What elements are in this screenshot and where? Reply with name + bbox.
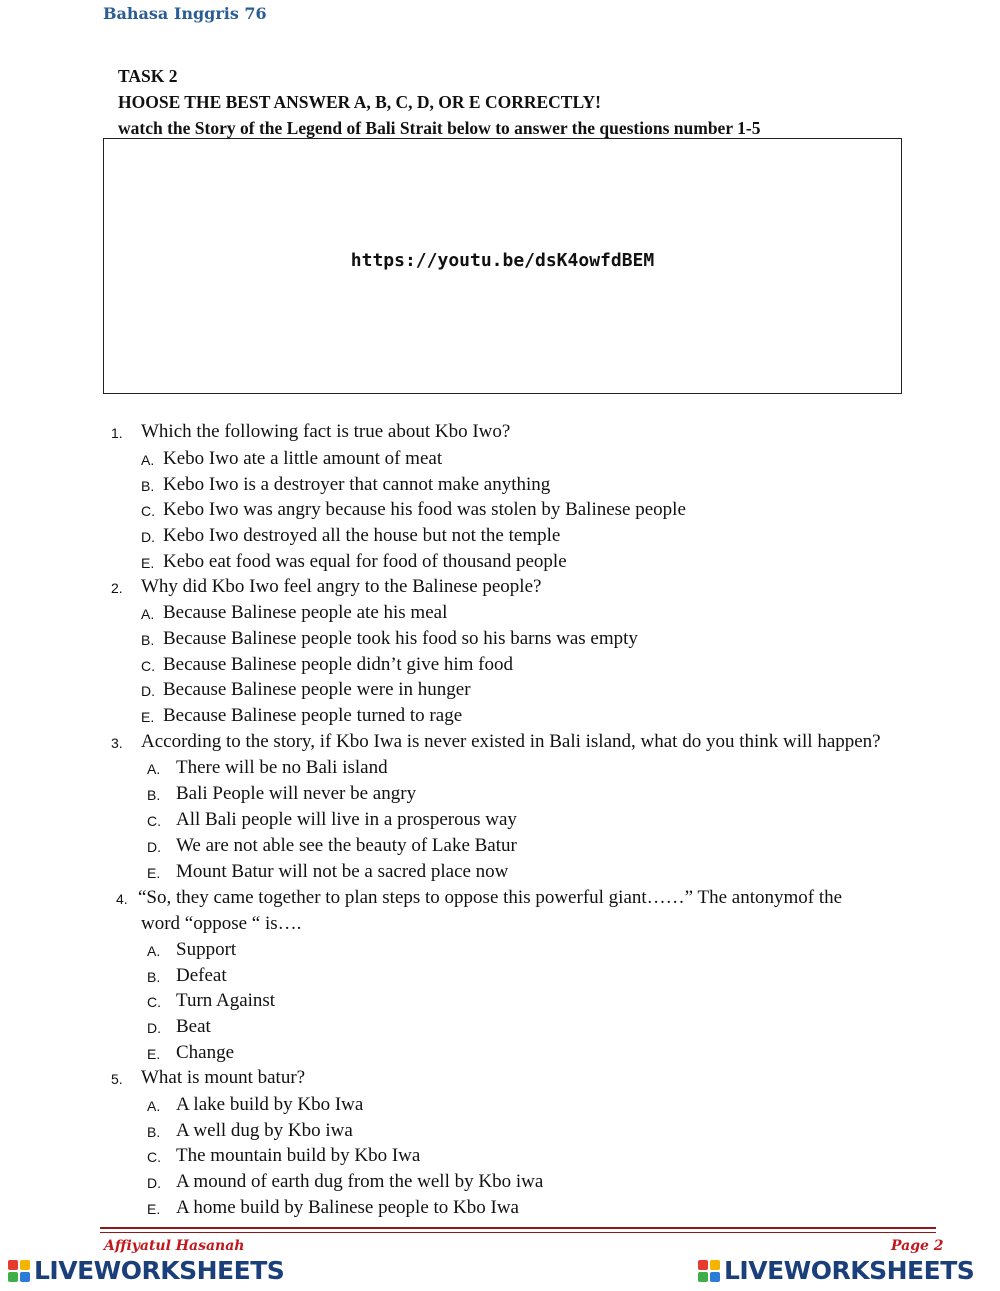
logo-text: LIVEWORKSHEETS bbox=[34, 1256, 285, 1285]
option-letter: B. bbox=[147, 787, 161, 803]
question-text: Why did Kbo Iwo feel angry to the Balinese people? bbox=[141, 576, 542, 597]
option-5d[interactable] bbox=[147, 1171, 543, 1193]
option-letter: A. bbox=[147, 761, 161, 777]
logo-square-red bbox=[8, 1260, 18, 1270]
option-letter: C. bbox=[147, 813, 161, 829]
option-letter: C. bbox=[141, 658, 155, 674]
option-1e[interactable] bbox=[141, 551, 567, 573]
question-4 bbox=[116, 887, 842, 909]
option-text: The mountain build by Kbo Iwa bbox=[176, 1145, 421, 1166]
liveworksheets-logo-icon bbox=[8, 1260, 30, 1282]
liveworksheets-logo-icon bbox=[698, 1260, 720, 1282]
option-letter: D. bbox=[147, 1020, 161, 1036]
option-letter: D. bbox=[147, 839, 161, 855]
question-number: 1. bbox=[111, 425, 123, 441]
liveworksheets-logo-right bbox=[698, 1256, 974, 1285]
option-letter: E. bbox=[141, 555, 155, 571]
option-4b[interactable] bbox=[147, 965, 227, 987]
option-text: A mound of earth dug from the well by Kbo iwa bbox=[176, 1171, 544, 1192]
question-text: What is mount batur? bbox=[141, 1067, 306, 1088]
option-text: All Bali people will live in a prosperous way bbox=[176, 809, 517, 830]
option-text: A home build by Balinese people to Kbo Iwa bbox=[176, 1197, 519, 1218]
option-text: Mount Batur will not be a sacred place now bbox=[176, 861, 509, 882]
option-2d[interactable] bbox=[141, 679, 471, 701]
task-block bbox=[118, 63, 760, 141]
question-number: 5. bbox=[111, 1071, 123, 1087]
option-text: Change bbox=[176, 1042, 235, 1063]
option-letter: E. bbox=[141, 709, 155, 725]
logo-text: LIVEWORKSHEETS bbox=[724, 1256, 975, 1285]
option-2c[interactable] bbox=[141, 654, 513, 676]
task-instruction: HOOSE THE BEST ANSWER A, B, C, D, OR E CORRECTLY! bbox=[118, 92, 602, 112]
question-text: “So, they came together to plan steps to oppose this powerful giant……” The antonymof the bbox=[138, 887, 843, 908]
option-text: Turn Against bbox=[176, 990, 276, 1011]
option-text: Defeat bbox=[176, 965, 227, 986]
logo-square-yellow bbox=[710, 1260, 720, 1270]
option-3d[interactable] bbox=[147, 835, 517, 857]
logo-square-blue bbox=[20, 1272, 30, 1282]
option-letter: D. bbox=[141, 683, 155, 699]
option-text: Because Balinese people didn’t give him food bbox=[163, 654, 514, 675]
option-2b[interactable] bbox=[141, 628, 638, 650]
logo-square-yellow bbox=[20, 1260, 30, 1270]
option-text: Because Balinese people took his food so his barns was empty bbox=[163, 628, 638, 649]
logo-square-red bbox=[698, 1260, 708, 1270]
option-3c[interactable] bbox=[147, 809, 517, 831]
option-letter: A. bbox=[147, 943, 161, 959]
option-letter: E. bbox=[147, 865, 161, 881]
option-3b[interactable] bbox=[147, 783, 416, 805]
option-text: Beat bbox=[176, 1016, 211, 1037]
video-box bbox=[103, 138, 902, 394]
option-4c[interactable] bbox=[147, 990, 275, 1012]
option-3a[interactable] bbox=[147, 757, 388, 779]
option-text: Because Balinese people were in hunger bbox=[163, 679, 471, 700]
option-2e[interactable] bbox=[141, 705, 462, 727]
option-letter: B. bbox=[141, 478, 155, 494]
option-text: Bali People will never be angry bbox=[176, 783, 417, 804]
task-title: TASK 2 bbox=[118, 66, 178, 86]
page-header: Bahasa Inggris 76 bbox=[103, 4, 267, 23]
option-text: Kebo Iwo was angry because his food was stolen by Balinese people bbox=[163, 499, 686, 520]
option-4a[interactable] bbox=[147, 939, 236, 961]
option-text: Support bbox=[176, 939, 237, 960]
footer-divider-thin bbox=[100, 1232, 936, 1233]
option-text: Kebo eat food was equal for food of thousand people bbox=[163, 551, 567, 572]
question-5 bbox=[111, 1067, 305, 1089]
option-text: A lake build by Kbo Iwa bbox=[176, 1094, 364, 1115]
video-link[interactable]: https://youtu.be/dsK4owfdBEM bbox=[350, 249, 655, 271]
question-4-continued: word “oppose “ is…. bbox=[141, 913, 302, 934]
option-text: Kebo Iwo ate a little amount of meat bbox=[163, 448, 443, 469]
option-text: Kebo Iwo is a destroyer that cannot make anything bbox=[163, 474, 551, 495]
author-signature: Affiyatul Hasanah bbox=[104, 1238, 245, 1254]
option-3e[interactable] bbox=[147, 861, 508, 883]
option-text: Kebo Iwo destroyed all the house but not the temple bbox=[163, 525, 561, 546]
option-5e[interactable] bbox=[147, 1197, 519, 1219]
option-letter: E. bbox=[147, 1201, 161, 1217]
footer-divider bbox=[100, 1227, 936, 1229]
option-4d[interactable] bbox=[147, 1016, 211, 1038]
logo-square-green bbox=[8, 1272, 18, 1282]
option-1b[interactable] bbox=[141, 474, 550, 496]
option-1d[interactable] bbox=[141, 525, 560, 547]
question-number: 4. bbox=[116, 891, 128, 907]
option-letter: D. bbox=[141, 529, 155, 545]
option-letter: B. bbox=[147, 969, 161, 985]
option-5b[interactable] bbox=[147, 1120, 353, 1142]
question-text: According to the story, if Kbo Iwa is never existed in Bali island, what do you think will happen? bbox=[141, 731, 881, 752]
option-letter: A. bbox=[147, 1098, 161, 1114]
question-3 bbox=[111, 731, 881, 753]
option-1c[interactable] bbox=[141, 499, 686, 521]
option-text: We are not able see the beauty of Lake Batur bbox=[176, 835, 517, 856]
logo-square-blue bbox=[710, 1272, 720, 1282]
option-letter: D. bbox=[147, 1175, 161, 1191]
option-letter: E. bbox=[147, 1046, 161, 1062]
option-letter: B. bbox=[141, 632, 155, 648]
question-text: Which the following fact is true about Kbo Iwo? bbox=[141, 421, 511, 442]
option-1a[interactable] bbox=[141, 448, 442, 470]
logo-square-green bbox=[698, 1272, 708, 1282]
option-letter: C. bbox=[147, 994, 161, 1010]
option-text: There will be no Bali island bbox=[176, 757, 388, 778]
option-letter: A. bbox=[141, 452, 155, 468]
task-subinstruction: watch the Story of the Legend of Bali Strait below to answer the questions number 1-5 bbox=[118, 118, 761, 138]
option-letter: C. bbox=[141, 503, 155, 519]
question-number: 3. bbox=[111, 735, 123, 751]
page-number: Page 2 bbox=[891, 1238, 944, 1254]
option-letter: C. bbox=[147, 1149, 161, 1165]
option-text: A well dug by Kbo iwa bbox=[176, 1120, 353, 1141]
option-4e[interactable] bbox=[147, 1042, 234, 1064]
liveworksheets-logo-left bbox=[8, 1256, 284, 1285]
question-number: 2. bbox=[111, 580, 123, 596]
option-5c[interactable] bbox=[147, 1145, 420, 1167]
question-2 bbox=[111, 576, 541, 598]
option-letter: B. bbox=[147, 1124, 161, 1140]
option-2a[interactable] bbox=[141, 602, 447, 624]
question-1 bbox=[111, 421, 510, 443]
option-text: Because Balinese people ate his meal bbox=[163, 602, 448, 623]
option-text: Because Balinese people turned to rage bbox=[163, 705, 463, 726]
option-5a[interactable] bbox=[147, 1094, 363, 1116]
option-letter: A. bbox=[141, 606, 155, 622]
